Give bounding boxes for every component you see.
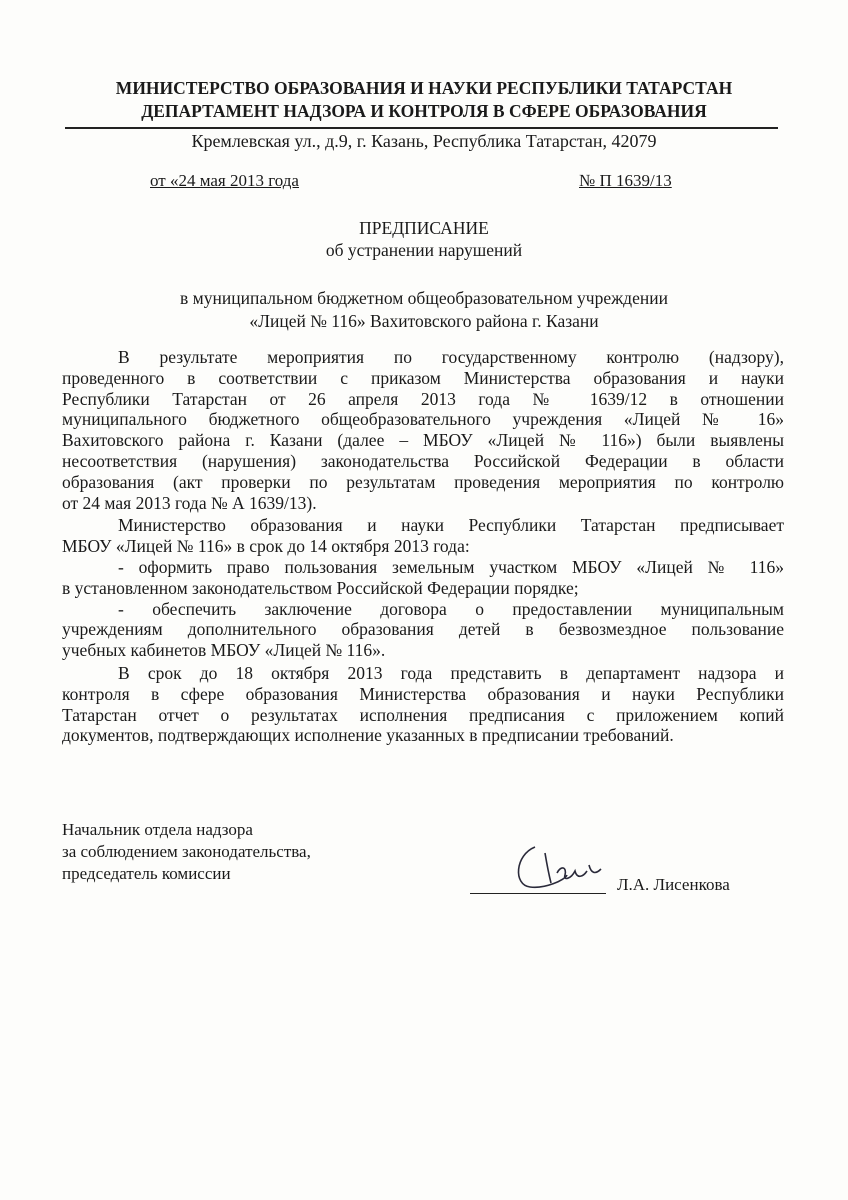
- document-body: [62, 347, 784, 746]
- position-line: председатель комиссии: [62, 864, 231, 883]
- body-line: несоответствия (нарушения) законодательства Российской Федерации в области: [62, 450, 784, 471]
- body-line: учебных кабинетов МБОУ «Лицей № 116».: [62, 640, 386, 661]
- document-subtitle: об устранении нарушений: [325, 240, 523, 260]
- body-line: МБОУ «Лицей № 116» в срок до 14 октября 2013 года:: [62, 536, 470, 557]
- document-title: ПРЕДПИСАНИЕ: [359, 218, 489, 238]
- department-name: ДЕПАРТАМЕНТ НАДЗОРА И КОНТРОЛЯ В СФЕРЕ ОБРАЗОВАНИЯ: [141, 101, 707, 121]
- body-line: учреждениям дополнительного образования детей в безвозмездное пользование: [62, 619, 784, 640]
- body-line: проведенного в соответствии с приказом Министерства образования и науки: [62, 367, 784, 388]
- body-line: Татарстан отчет о результатах исполнения предписания с приложением копий: [62, 704, 784, 725]
- position-line: за соблюдением законодательства,: [62, 842, 311, 861]
- subject-line-2: «Лицей № 116» Вахитовского района г. Казани: [249, 311, 599, 331]
- signatory-position: [62, 819, 311, 885]
- position-line: Начальник отдела надзора: [62, 820, 253, 839]
- document-number: № П 1639/13: [579, 171, 672, 190]
- signature-line: [470, 893, 606, 894]
- body-line: документов, подтверждающих исполнение указанных в предписании требований.: [62, 725, 674, 746]
- ministry-name: МИНИСТЕРСТВО ОБРАЗОВАНИЯ И НАУКИ РЕСПУБЛИКИ ТАТАРСТАН: [115, 78, 733, 98]
- document-date: от «24 мая 2013 года: [150, 171, 299, 190]
- body-line: в установленном законодательством Российской Федерации порядке;: [62, 577, 579, 598]
- handwritten-signature: [505, 835, 605, 895]
- body-line: В срок до 18 октября 2013 года представить в департамент надзора и: [118, 662, 784, 683]
- body-line: Министерство образования и науки Республики Татарстан предписывает: [118, 515, 784, 536]
- subject-line-1: в муниципальном бюджетном общеобразовательном учреждении: [180, 288, 668, 308]
- body-line: муниципального бюджетного общеобразовательного учреждения «Лицей № 16»: [62, 409, 784, 430]
- address: Кремлевская ул., д.9, г. Казань, Республика Татарстан, 42079: [191, 131, 657, 151]
- body-line: - оформить право пользования земельным участком МБОУ «Лицей № 116»: [118, 556, 784, 577]
- body-line: - обеспечить заключение договора о предоставлении муниципальным: [118, 598, 784, 619]
- body-line: контроля в сфере образования Министерства образования и науки Республики: [62, 683, 784, 704]
- body-line: В результате мероприятия по государственному контролю (надзору),: [118, 347, 784, 367]
- body-line: от 24 мая 2013 года № А 1639/13).: [62, 492, 317, 513]
- body-line: Вахитовского района г. Казани (далее – МБОУ «Лицей № 116») были выявлены: [62, 430, 784, 451]
- signatory-name: Л.А. Лисенкова: [617, 875, 730, 894]
- body-line: Республики Татарстан от 26 апреля 2013 года № 1639/12 в отношении: [62, 388, 784, 409]
- body-line: образования (акт проверки по результатам проведения мероприятия по контролю: [62, 471, 784, 492]
